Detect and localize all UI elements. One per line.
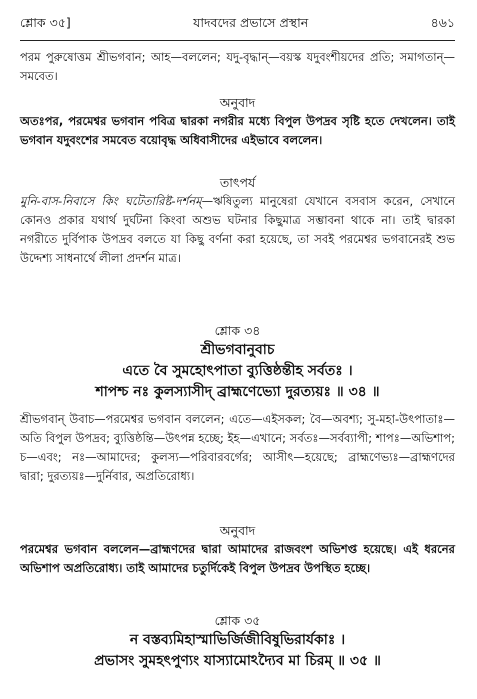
purport-italic-lead: মুনি-বাস-নিবাসে কিং ঘটেতারিষ্ট-দর্শনম্ xyxy=(20,194,202,208)
verse-34-label: শ্লোক ৩৪ xyxy=(214,323,261,338)
verse-35-line-1: ন বস্তব্যমিহাস্মাভির্জিজীবিষুভিরার্যকাঃ । xyxy=(129,632,346,648)
verse-35-block xyxy=(20,612,455,672)
verse-34-line-2: শাপশ্চ নঃ কুলস্যাসীদ্ ব্রাহ্মণেভ্যো দুরত্যয়ঃ ॥ ৩৪ ॥ xyxy=(95,384,380,400)
top-synonyms: পরম পুরুষোত্তম শ্রীভগবান; আহ—বললেন; যদু-বৃদ্ধান্—বয়স্ক যদুবংশীয়দের প্রতি; সমাগতান্—সমবেত। xyxy=(20,50,455,83)
translation-2-heading: অনুবাদ xyxy=(219,523,256,538)
verse-34-block xyxy=(20,322,455,403)
translation-1-heading: অনুবাদ xyxy=(219,95,256,110)
translation-2-text: পরমেশ্বর ভগবান বললেন—ব্রাহ্মণদের দ্বারা আমাদের রাজবংশ অভিশপ্ত হয়েছে। এই ধরনের অভিশাপ অপ্রতিরোধ্য। তাই আমাদের চতুর্দিকেই বিপুল উপদ্রব উপস্থিত হচ্ছে। xyxy=(20,542,455,575)
purport-body: —ঋষিতুল্য মানুষেরা যেখানে বসবাস করেন, সেখানে কোনও প্রকার যথার্থ দুর্ঘটনা কিংবা অশুভ ঘটনার কিছুমাত্র সম্ভাবনা থাকে না। তাই দ্বারকা নগরীতে দুর্বিপাক উপদ্রব বলতে যা কিছু বর্ণনা করা হয়েছে, তা সবই পরমেশ্বর ভগবানেরই শুভ উদ্দেশ্য সাধনার্থে লীলা প্রদর্শন মাত্র। xyxy=(20,194,455,265)
translation-2-block xyxy=(20,522,455,578)
header-rule xyxy=(20,40,455,41)
translation-1-block xyxy=(20,94,455,150)
purport-heading: তাৎপর্য xyxy=(219,175,256,190)
header-verse-ref: শ্লোক ৩৫] xyxy=(20,15,71,30)
verse-34-synonyms: শ্রীভগবান্ উবাচ—পরমেশ্বর ভগবান বললেন; এতে—এইসকল; বৈ—অবশ্য; সু-মহা-উৎপাতাঃ—অতি বিপুল উপদ্রব; ব্যুত্তিষ্ঠন্তি—উৎপন্ন হচ্ছে; ইহ—এখানে; সর্বতঃ—সর্বব্যাপী; শাপঃ—অভিশাপ; চ—এবং; নঃ—আমাদের; কুলস্য—পরিবারবর্গের; আসীৎ—হয়েছে; ব্রাহ্মণেভ্যঃ—ব্রাহ্মণদের দ্বারা; দুরত্যয়ঃ—দুর্নিবার, অপ্রতিরোধ্য। xyxy=(20,412,455,483)
header-chapter-title: যাদবদের প্রভাসে প্রস্থান xyxy=(193,15,309,30)
translation-1-text: অতঃপর, পরমেশ্বর ভগবান পবিত্র দ্বারকা নগরীর মধ্যে বিপুল উপদ্রব সৃষ্টি হতে দেখলেন। তাই ভগবান যদুবংশের সমবেত বয়োবৃদ্ধ অধিবাসীদের এইভাবে বললেন। xyxy=(20,114,455,147)
verse-35-label: শ্লোক ৩৫ xyxy=(214,613,261,628)
verse-35-line-2: প্রভাসং সুমহৎপুণ্যং যাস্যামোঽদ্যৈব মা চিরম্ ॥ ৩৫ ॥ xyxy=(94,653,381,669)
verse-34-line-1: এতে বৈ সুমহোৎপাতা ব্যুত্তিষ্ঠন্তীহ সর্বতঃ । xyxy=(122,363,353,379)
verse-34-speaker: শ্রীভগবানুবাচ xyxy=(200,342,275,358)
page-header xyxy=(20,14,455,36)
header-page-number: ৪৬১ xyxy=(430,15,455,30)
top-synonyms-block xyxy=(20,48,455,86)
purport-block xyxy=(20,174,455,268)
purport-text xyxy=(20,192,455,268)
verse-34-synonyms-block xyxy=(20,410,455,486)
